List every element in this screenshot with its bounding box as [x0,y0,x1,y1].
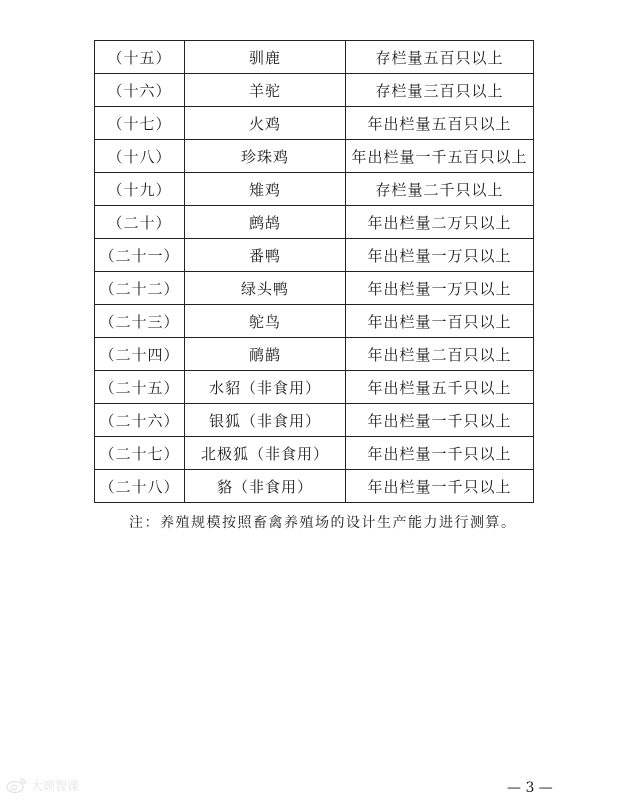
table-row [95,74,534,107]
watermark-text: 大颂智课 [31,778,80,793]
row-number-cell: （二十五） [95,371,185,404]
animal-name-cell: 火鸡 [185,107,346,140]
animal-name-cell: 鸵鸟 [185,305,346,338]
scale-cell: 年出栏量一千只以上 [346,404,534,437]
animal-name-cell: 北极狐（非食用） [185,437,346,470]
scale-cell: 存栏量五百只以上 [346,41,534,74]
table-row [95,206,534,239]
table-row [95,470,534,503]
row-number-cell: （十六） [95,74,185,107]
animal-name-cell: 鸸鹋 [185,338,346,371]
watermark [6,776,79,794]
animal-name-cell: 羊驼 [185,74,346,107]
table-row [95,437,534,470]
table-row [95,371,534,404]
scale-cell: 年出栏量五千只以上 [346,371,534,404]
scale-cell: 年出栏量二万只以上 [346,206,534,239]
row-number-cell: （二十四） [95,338,185,371]
animal-name-cell: 绿头鸭 [185,272,346,305]
livestock-scale-table [94,40,534,503]
row-number-cell: （二十六） [95,404,185,437]
table-row [95,338,534,371]
table-row [95,41,534,74]
animal-name-cell: 驯鹿 [185,41,346,74]
row-number-cell: （十九） [95,173,185,206]
scale-cell: 年出栏量一千只以上 [346,470,534,503]
table-row [95,239,534,272]
table-row [95,404,534,437]
table-row [95,173,534,206]
scale-cell: 年出栏量一千五百只以上 [346,140,534,173]
row-number-cell: （十七） [95,107,185,140]
animal-name-cell: 鹧鸪 [185,206,346,239]
animal-name-cell: 水貂（非食用） [185,371,346,404]
animal-name-cell: 雉鸡 [185,173,346,206]
scale-cell: 年出栏量一千只以上 [346,437,534,470]
scale-cell: 年出栏量一万只以上 [346,239,534,272]
weibo-logo-icon [6,776,28,794]
animal-name-cell: 银狐（非食用） [185,404,346,437]
row-number-cell: （二十八） [95,470,185,503]
scale-cell: 存栏量二千只以上 [346,173,534,206]
table-body [95,41,534,503]
row-number-cell: （二十） [95,206,185,239]
row-number-cell: （十八） [95,140,185,173]
row-number-cell: （二十一） [95,239,185,272]
animal-name-cell: 珍珠鸡 [185,140,346,173]
animal-name-cell: 貉（非食用） [185,470,346,503]
table-row [95,107,534,140]
row-number-cell: （十五） [95,41,185,74]
row-number-cell: （二十三） [95,305,185,338]
scale-cell: 年出栏量二百只以上 [346,338,534,371]
page-number: — 3 — [507,780,553,796]
row-number-cell: （二十七） [95,437,185,470]
row-number-cell: （二十二） [95,272,185,305]
scale-cell: 年出栏量五百只以上 [346,107,534,140]
scale-cell: 存栏量三百只以上 [346,74,534,107]
table-row [95,140,534,173]
scale-cell: 年出栏量一百只以上 [346,305,534,338]
animal-name-cell: 番鸭 [185,239,346,272]
scale-cell: 年出栏量一万只以上 [346,272,534,305]
table-row [95,272,534,305]
table-row [95,305,534,338]
table-note: 注：养殖规模按照畜禽养殖场的设计生产能力进行测算。 [129,515,517,531]
